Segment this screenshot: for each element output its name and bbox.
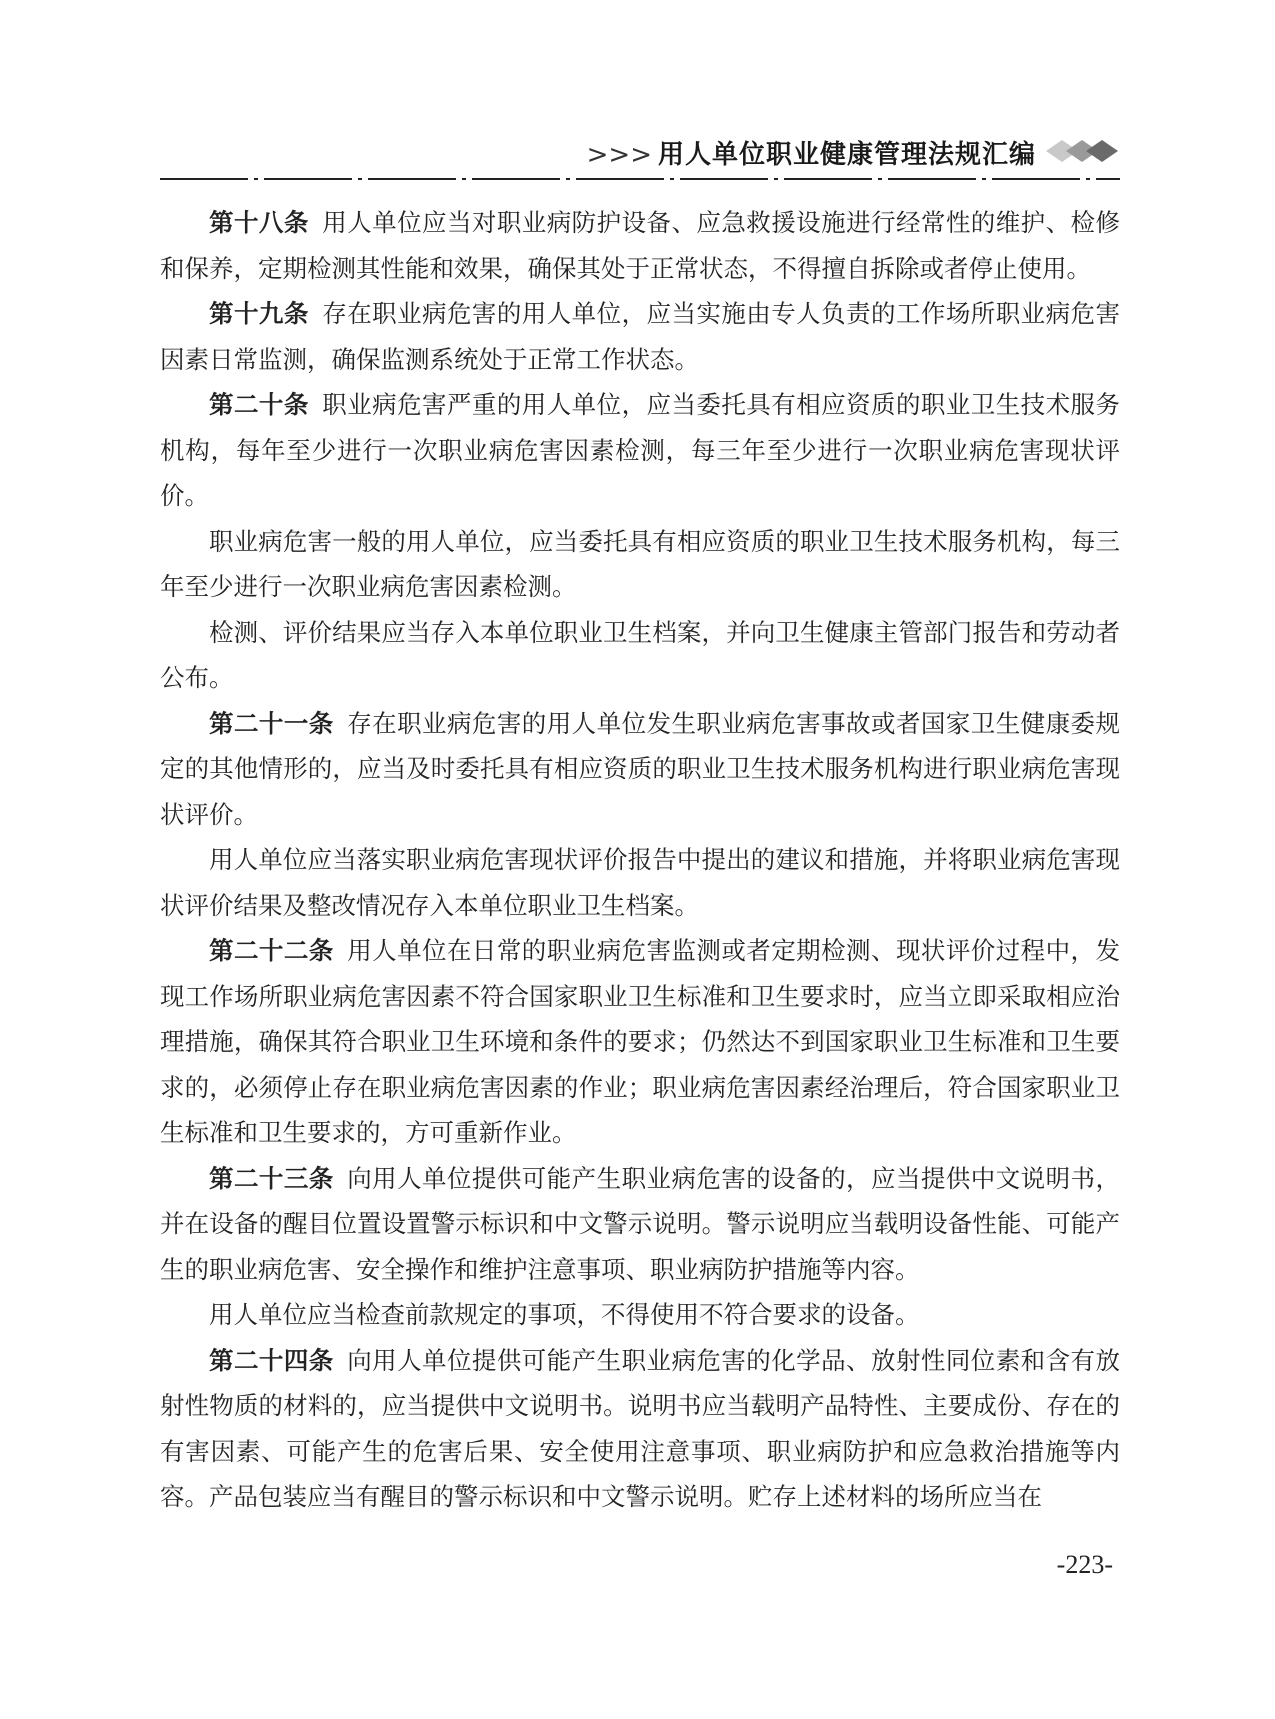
paragraph	[160, 1292, 1120, 1338]
paragraph	[160, 1156, 1120, 1293]
running-header	[160, 130, 1120, 178]
article-number: 第十八条	[209, 208, 309, 237]
article-number: 第二十四条	[209, 1345, 334, 1375]
body-text	[160, 200, 1120, 1520]
paragraph-text: 存在职业病危害的用人单位，应当实施由专人负责的工作场所职业病危害因素日常监测，确保监测系统处于正常工作状态。	[160, 299, 1121, 374]
article-number: 第二十三条	[209, 1163, 334, 1193]
header-rule	[160, 176, 1120, 182]
header-arrows: >>>	[586, 140, 652, 170]
paragraph	[160, 200, 1120, 291]
paragraph-text: 用人单位在日常的职业病危害监测或者定期检测、现状评价过程中，发现工作场所职业病危害因素不符合国家职业卫生标准和卫生要求时，应当立即采取相应治理措施，确保其符合职业卫生环境和条件的要求；仍然达不到国家职业卫生标准和卫生要求的，必须停止存在职业病危害因素的作业；职业病危害因素经治理后，符合国家职业卫生标准和卫生要求的，方可重新作业。	[160, 936, 1120, 1147]
article-number: 第十九条	[209, 299, 309, 328]
paragraph	[160, 291, 1120, 382]
paragraph-text: 职业病危害一般的用人单位，应当委托具有相应资质的职业卫生技术服务机构，每三年至少进行一次职业病危害因素检测。	[160, 526, 1120, 601]
paragraph	[160, 928, 1120, 1156]
paragraph-text: 用人单位应当检查前款规定的事项，不得使用不符合要求的设备。	[209, 1300, 920, 1329]
paragraph-text: 职业病危害严重的用人单位，应当委托具有相应资质的职业卫生技术服务机构，每年至少进行一次职业病危害因素检测，每三年至少进行一次职业病危害现状评价。	[160, 390, 1121, 510]
paragraph	[160, 382, 1120, 519]
paragraph-text: 用人单位应当对职业病防护设备、应急救援设施进行经常性的维护、检修和保养，定期检测其性能和效果，确保其处于正常状态，不得擅自拆除或者停止使用。	[160, 208, 1121, 283]
running-header-title	[587, 134, 1036, 171]
paragraph-text: 向用人单位提供可能产生职业病危害的化学品、放射性同位素和含有放射性物质的材料的，应当提供中文说明书。说明书应当载明产品特性、主要成份、存在的有害因素、可能产生的危害后果、安全使用注意事项、职业病防护和应急救治措施等内容。产品包装应当有醒目的警示标识和中文警示说明。贮存上述材料的场所应当在	[160, 1345, 1120, 1511]
paragraph	[160, 1338, 1120, 1520]
paragraph	[160, 519, 1120, 610]
paragraph-text: 用人单位应当落实职业病危害现状评价报告中提出的建议和措施，并将职业病危害现状评价结果及整改情况存入本单位职业卫生档案。	[160, 845, 1120, 920]
paragraph	[160, 837, 1120, 928]
paragraph-text: 检测、评价结果应当存入本单位职业卫生档案，并向卫生健康主管部门报告和劳动者公布。	[160, 617, 1120, 692]
paragraph-text: 向用人单位提供可能产生职业病危害的设备的，应当提供中文说明书，并在设备的醒目位置设置警示标识和中文警示说明。警示说明应当载明设备性能、可能产生的职业病危害、安全操作和维护注意事项、职业病防护措施等内容。	[160, 1163, 1120, 1284]
paragraph-text: 存在职业病危害的用人单位发生职业病危害事故或者国家卫生健康委规定的其他情形的，应当及时委托具有相应资质的职业卫生技术服务机构进行职业病危害现状评价。	[160, 708, 1120, 829]
diamond-ornament-icon	[1044, 136, 1120, 166]
article-number: 第二十条	[209, 390, 309, 419]
header-book-title: 用人单位职业健康管理法规汇编	[657, 140, 1036, 170]
page-number: -223-	[1056, 1550, 1113, 1579]
paragraph	[160, 701, 1120, 838]
paragraph	[160, 610, 1120, 701]
article-number: 第二十一条	[209, 708, 334, 738]
article-number: 第二十二条	[209, 936, 334, 965]
